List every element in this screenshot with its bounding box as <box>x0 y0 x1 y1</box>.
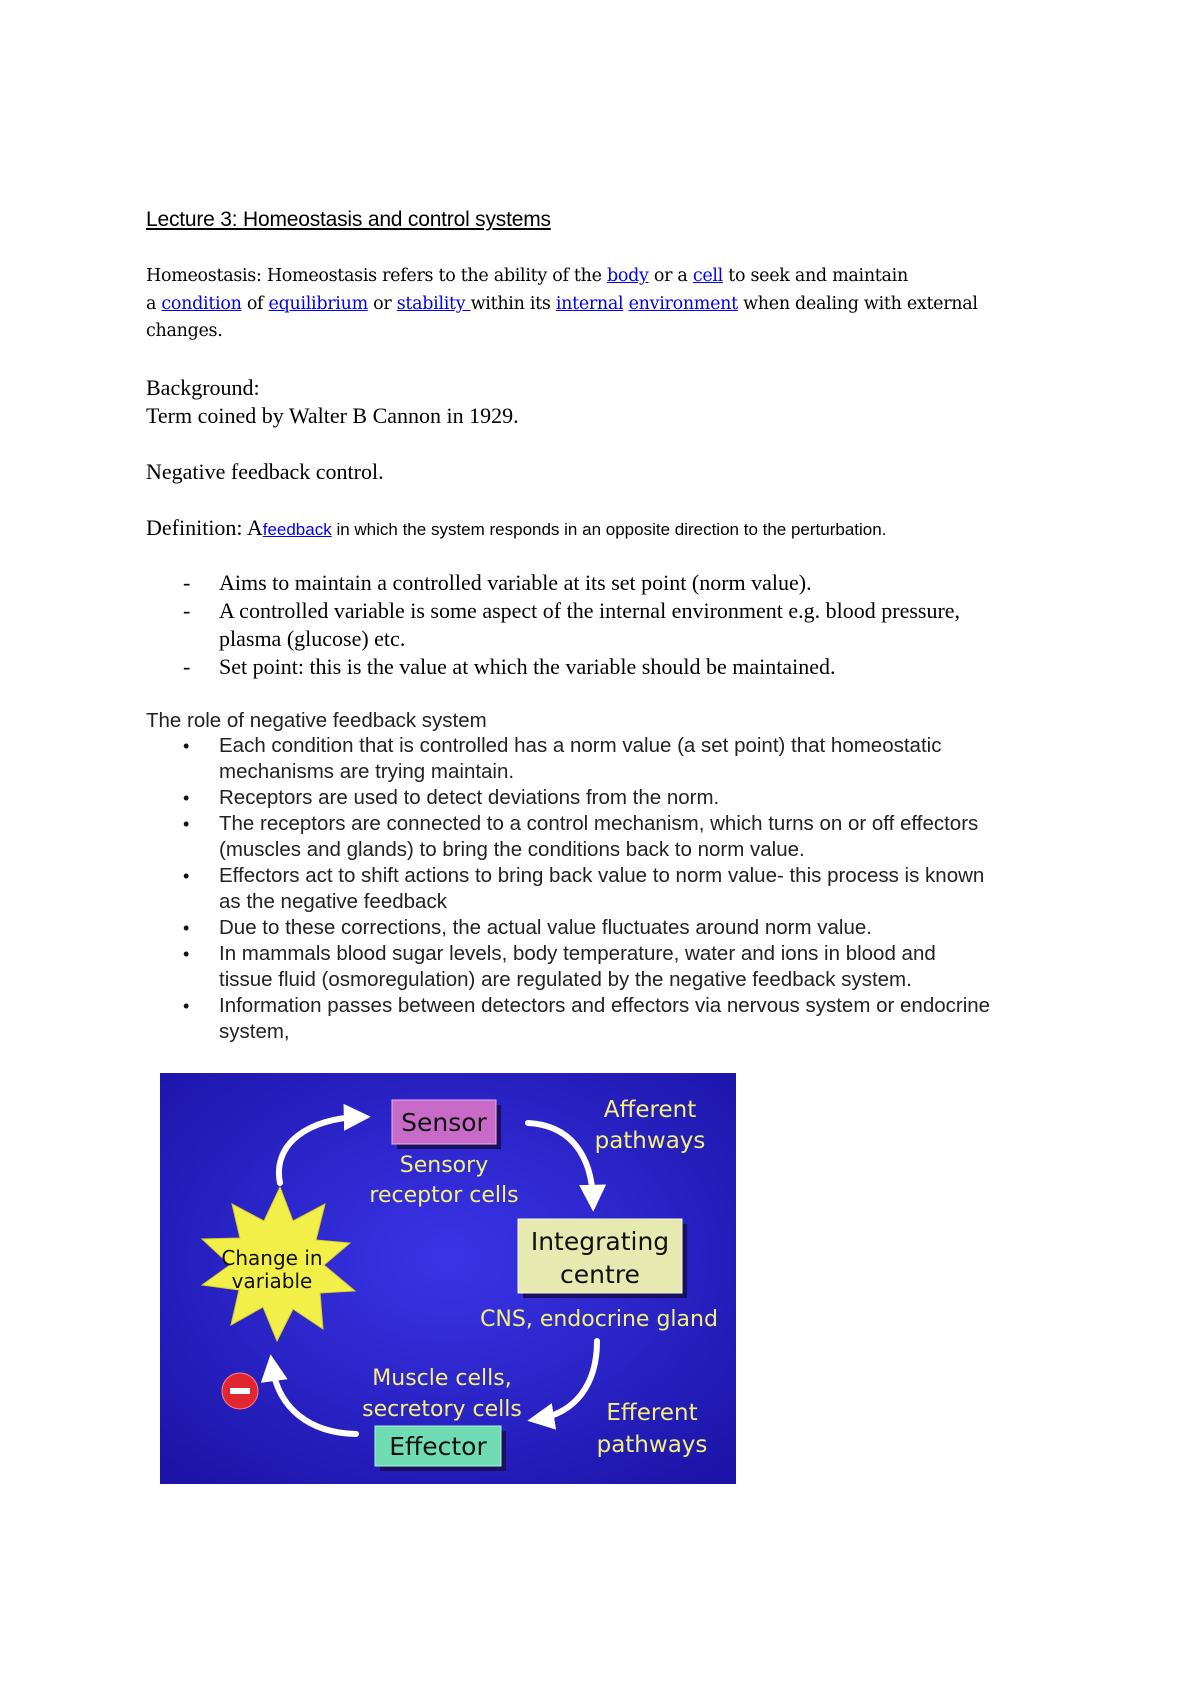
link-environment[interactable]: environment <box>628 294 738 314</box>
text-segment: a <box>146 294 162 314</box>
dash-marker: - <box>183 654 191 679</box>
dash-item-2-line-1: A controlled variable is some aspect of the internal environment e.g. blood pressure, <box>219 598 961 623</box>
text-segment: Homeostasis: Homeostasis refers to the ability of the <box>146 266 607 286</box>
bullet-3-line-1: The receptors are connected to a control mechanism, which turns on or off effectors <box>219 812 979 835</box>
text-segment: when dealing with external <box>737 294 978 314</box>
bullet-marker: • <box>183 788 190 808</box>
sensory-label-line-2: receptor cells <box>369 1183 519 1208</box>
change-label-line-2: variable <box>231 1269 313 1293</box>
bullet-marker: • <box>183 814 190 834</box>
background-text: Term coined by Walter B Cannon in 1929. <box>146 403 519 428</box>
negative-feedback-heading: Negative feedback control. <box>146 459 384 484</box>
link-cell[interactable]: cell <box>692 266 723 286</box>
cns-label: CNS, endocrine gland <box>480 1307 718 1332</box>
bullet-marker: • <box>183 996 190 1016</box>
bullet-3-line-2: (muscles and glands) to bring the conditions back to norm value. <box>219 838 805 861</box>
efferent-label-line-1: Efferent <box>606 1400 698 1426</box>
link-internal[interactable]: internal <box>555 294 624 314</box>
definition-label: Definition: A <box>146 515 263 540</box>
dash-item-3: Set point: this is the value at which the variable should be maintained. <box>219 654 836 679</box>
link-feedback[interactable]: feedback <box>262 520 332 539</box>
bullet-1-line-2: mechanisms are trying maintain. <box>219 760 515 783</box>
dash-item-2-line-2: plasma (glucose) etc. <box>219 626 406 651</box>
afferent-label-line-1: Afferent <box>603 1097 697 1123</box>
text-segment: within its <box>470 294 556 314</box>
bullet-6-line-2: tissue fluid (osmoregulation) are regulated by the negative feedback system. <box>219 968 912 991</box>
homeostasis-line-1 <box>146 266 908 286</box>
effector-label: Effector <box>389 1432 487 1461</box>
homeostasis-line-3: changes. <box>146 321 223 341</box>
link-equilibrium[interactable]: equilibrium <box>268 294 368 314</box>
background-heading: Background: <box>146 375 260 400</box>
link-condition[interactable]: condition <box>161 294 242 314</box>
bullet-7-line-1: Information passes between detectors and effectors via nervous system or endocrine <box>219 994 991 1017</box>
afferent-label-line-2: pathways <box>594 1128 706 1154</box>
sensor-label: Sensor <box>401 1108 487 1137</box>
bullet-7-line-2: system, <box>219 1020 290 1043</box>
definition-line <box>146 515 886 541</box>
dash-item-1: Aims to maintain a controlled variable at its set point (norm value). <box>219 570 812 595</box>
change-label-line-1: Change in <box>221 1246 323 1270</box>
bullet-marker: • <box>183 944 190 964</box>
negative-feedback-diagram <box>160 1073 736 1484</box>
muscle-label-line-1: Muscle cells, <box>372 1366 512 1391</box>
bullet-5: Due to these corrections, the actual value fluctuates around norm value. <box>219 916 872 939</box>
sensory-label-line-1: Sensory <box>399 1153 489 1178</box>
bullet-marker: • <box>183 918 190 938</box>
bullet-marker: • <box>183 736 190 756</box>
bullet-4-line-2: as the negative feedback <box>219 890 447 913</box>
lecture-title: Lecture 3: Homeostasis and control systems <box>146 208 551 231</box>
bullet-1-line-1: Each condition that is controlled has a norm value (a set point) that homeostatic <box>219 734 942 757</box>
dash-marker: - <box>183 598 191 623</box>
efferent-label-line-2: pathways <box>596 1432 708 1458</box>
link-stability[interactable]: stability <box>396 294 471 314</box>
definition-text: in which the system responds in an opposite direction to the perturbation. <box>331 520 887 539</box>
homeostasis-line-2 <box>146 294 978 314</box>
bullet-marker: • <box>183 866 190 886</box>
text-segment: to seek and maintain <box>722 266 908 286</box>
bullet-2: Receptors are used to detect deviations from the norm. <box>219 786 720 809</box>
integrating-label-line-2: centre <box>560 1260 640 1289</box>
bullet-4-line-1: Effectors act to shift actions to bring back value to norm value- this process is known <box>219 864 985 887</box>
text-segment: or a <box>648 266 693 286</box>
integrating-label-line-1: Integrating <box>530 1227 670 1256</box>
minus-icon <box>230 1388 250 1394</box>
role-heading: The role of negative feedback system <box>146 709 487 732</box>
text-segment: or <box>367 294 397 314</box>
text-segment: of <box>241 294 269 314</box>
bullet-6-line-1: In mammals blood sugar levels, body temperature, water and ions in blood and <box>219 942 936 965</box>
muscle-label-line-2: secretory cells <box>362 1397 522 1422</box>
link-body[interactable]: body <box>606 266 649 286</box>
dash-marker: - <box>183 570 191 595</box>
